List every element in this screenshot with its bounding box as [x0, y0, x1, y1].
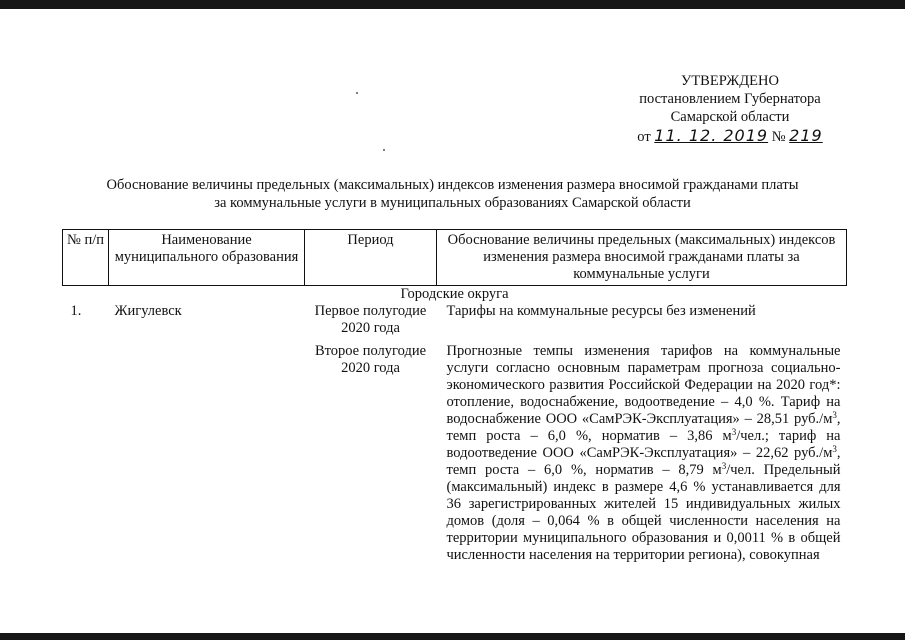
justification-second-half: Прогнозные темпы изменения тарифов на коммунальные услуги согласно основным параметрам прогноза социально-экономического развития Российской Федерации на 2020 год*: отопление, водоснабжение, водоотведение – 4,0 %. Тариф на водоснабжение ООО «СамРЭК-Эксплуатация» – 28,51 $руб./м^3$, темп роста – 6,0 %, норматив – 3,86 $м^3$/чел.; тариф на водоотведение ООО «СамРЭК-Эксплуатация» – 22,62 $руб./м^3$, темп роста – 6,0 %, норматив – 8,79 $м^3$/чел. Предельный (максимальный) индекс в размере 4,6 % устанавливается для 36 зарегистрированных жителей 15 индивидуальных жилых домов (доля – 0,064 % в общей численности населения на территории муниципального образования и 0,0011 % в общей численности населения на территории региона), совокупная: [446, 343, 841, 563]
justification-table: [62, 229, 847, 564]
period-first-half: Первое полугодие 2020 года: [314, 303, 427, 336]
document-title: [60, 176, 845, 212]
period-second-half: Второе полугодие 2020 года: [314, 343, 427, 376]
header-period: Период: [305, 230, 437, 286]
group-row: [63, 286, 847, 304]
date-prefix: от: [637, 129, 651, 145]
municipality-name: Жигулевск: [114, 303, 182, 319]
header-name: Наименование муниципального образования: [109, 230, 305, 286]
group-label: Городские округа: [400, 286, 509, 302]
document-title-line-1: Обоснование величины предельных (максимальных) индексов изменения размера вносимой гражданами платы: [106, 177, 799, 193]
header-justification: Обоснование величины предельных (максимальных) индексов изменения размера вносимой гражданами платы за коммунальные услуги: [437, 230, 847, 286]
row-number: 1.: [70, 303, 82, 319]
number-prefix: №: [771, 129, 786, 145]
scan-speck: [383, 149, 385, 151]
scan-bottom-edge: [0, 633, 905, 640]
justification-first-half: Тарифы на коммунальные ресурсы без изменений: [446, 303, 756, 319]
approval-block: [600, 72, 860, 146]
approval-title: УТВЕРЖДЕНО: [681, 73, 779, 89]
handwritten-date: 11. 12. 2019: [654, 126, 769, 145]
document-title-line-2: за коммунальные услуги в муниципальных образованиях Самарской области: [214, 195, 691, 211]
table-row: [63, 303, 847, 337]
scan-top-edge: [0, 0, 905, 9]
approval-region: Самарской области: [670, 109, 790, 125]
table-header-row: [63, 230, 847, 286]
header-num: № п/п: [63, 230, 109, 286]
approval-date-line: [600, 127, 860, 146]
approval-issuer: постановлением Губернатора: [639, 91, 821, 107]
scan-speck: [356, 92, 358, 94]
handwritten-number: 219: [789, 126, 823, 145]
table-row: [63, 343, 847, 564]
